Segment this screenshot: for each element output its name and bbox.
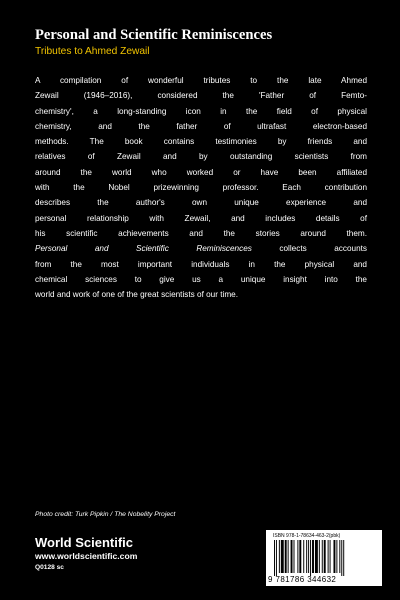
barcode-bar bbox=[274, 540, 275, 576]
barcode-bar bbox=[336, 540, 337, 573]
blurb-line: his scientific achievements and the stories around them. bbox=[35, 228, 367, 238]
blurb bbox=[35, 73, 367, 302]
blurb-line: chemical sciences to give us a unique insight into the bbox=[35, 274, 367, 284]
blurb-line: world and work of one of the great scientists of our time. bbox=[35, 290, 238, 300]
publisher-logo-text: World Scientific bbox=[35, 535, 133, 550]
book-title: Personal and Scientific Reminiscences bbox=[35, 27, 273, 43]
barcode-bar bbox=[276, 540, 277, 576]
barcode-bar bbox=[310, 540, 311, 576]
book-subtitle: Tributes to Ahmed Zewail bbox=[35, 46, 150, 57]
blurb-line: Zewail (1946–2016), considered the 'Father of Femto- bbox=[35, 91, 367, 101]
blurb-line: personal relationship with Zewail, and includes details of bbox=[35, 213, 367, 223]
barcode-bar bbox=[299, 540, 301, 573]
blurb-line: relatives of Zewail and by outstanding scientists from bbox=[35, 152, 367, 162]
barcode-bar bbox=[333, 540, 335, 573]
barcode-bar bbox=[291, 540, 293, 573]
blurb-line: around the world who worked or have been affiliated bbox=[35, 167, 367, 177]
barcode-bar bbox=[279, 540, 280, 573]
blurb-line: methods. The book contains testimonies by friends and bbox=[35, 137, 367, 147]
book-title-italic: Personal and Scientific Reminiscences bbox=[35, 244, 252, 254]
blurb-line: with the Nobel prizewinning professor. Each contribution bbox=[35, 183, 367, 193]
blurb-line: chemistry', a long-standing icon in the field of physical bbox=[35, 106, 367, 116]
barcode-bar bbox=[315, 540, 318, 573]
barcode-bar bbox=[281, 540, 284, 573]
barcode-bar bbox=[343, 540, 344, 576]
blurb-line: chemistry, and the father of ultrafast electron-based bbox=[35, 121, 367, 131]
barcode-bar bbox=[303, 540, 304, 573]
barcode-bar bbox=[306, 540, 307, 573]
barcode-bar bbox=[294, 540, 295, 573]
barcode-digits: 9 781786 344632 bbox=[268, 575, 337, 584]
barcode-bar bbox=[319, 540, 320, 573]
blurb-line: A compilation of wonderful tributes to the late Ahmed bbox=[35, 76, 367, 85]
barcode-bar bbox=[339, 540, 340, 573]
blurb-line: from the most important individuals in the physical and bbox=[35, 259, 367, 269]
barcode-bar bbox=[324, 540, 326, 573]
blurb-line-italic-lead bbox=[35, 241, 367, 256]
blurb-line: describes the author's own unique experience and bbox=[35, 198, 367, 208]
barcode-bar bbox=[330, 540, 331, 573]
blurb-fragment: collects accounts bbox=[251, 244, 367, 254]
publisher-url: www.worldscientific.com bbox=[35, 551, 138, 561]
isbn-label: ISBN 978-1-78634-463-2(pbk) bbox=[273, 533, 341, 539]
barcode-bar bbox=[285, 540, 287, 573]
barcode-bar bbox=[322, 540, 323, 573]
barcode-bar bbox=[328, 540, 329, 573]
photo-credit: Photo credit: Turk Pipkin / The Nobelity Project bbox=[35, 511, 176, 518]
barcode-bar bbox=[288, 540, 289, 573]
barcode-bar bbox=[297, 540, 298, 573]
barcode-bar bbox=[312, 540, 314, 573]
barcode-bar bbox=[341, 540, 342, 576]
catalog-code: Q0128 sc bbox=[35, 564, 64, 571]
isbn-barcode bbox=[266, 530, 382, 586]
barcode-bar bbox=[308, 540, 309, 573]
